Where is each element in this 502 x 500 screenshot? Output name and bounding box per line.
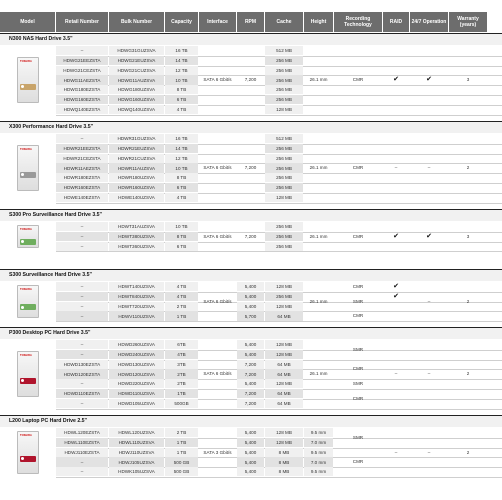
cache: 128 MB (265, 340, 303, 349)
drive-image (4, 340, 52, 409)
header-cell: 24/7 Operation (410, 12, 448, 32)
capacity: 6 TB (165, 183, 198, 192)
interface: SATA 6 Gbit/s (203, 233, 232, 239)
section-body (0, 222, 502, 251)
interface: SATA 6 Gbit/s (203, 298, 232, 304)
retail-number: – (56, 379, 108, 388)
retail-number: HDWL120EZSTA (56, 428, 108, 437)
retail-number: HDWD120EZSTA (56, 369, 108, 378)
warranty-years: 2 (466, 449, 470, 455)
recording-technology: CMR (352, 395, 364, 401)
retail-number: – (56, 46, 108, 55)
rpm: 7,200 (244, 165, 257, 171)
section-title: X300 Performance Hard Drive 3.5" (0, 121, 502, 133)
recording-technology: CMR (352, 77, 364, 83)
retail-number: HDWR21CEZSTA (56, 154, 108, 163)
rpm: 5,400 (237, 292, 264, 301)
retail-number: – (56, 340, 108, 349)
height: 9.5 mm (304, 467, 333, 476)
retail-number: – (56, 282, 108, 291)
bulk-number: HDWL110UZSVA (109, 438, 164, 447)
retail-number: HDWE140EZSTA (56, 193, 108, 202)
rpm: 5,400 (237, 467, 264, 476)
retail-number: HDWG180EZSTA (56, 85, 108, 94)
capacity: 1 TB (165, 438, 198, 447)
cache: 128 MB (265, 105, 303, 114)
hard-drive-icon (17, 145, 39, 191)
cache: 64 MB (265, 311, 303, 320)
retail-number: – (56, 232, 108, 241)
header-cell: Capacity (165, 12, 198, 32)
capacity: 12 TB (165, 154, 198, 163)
height: 26.1 mm (309, 233, 328, 239)
rpm: 5,400 (237, 282, 264, 291)
capacity: 14 TB (165, 56, 198, 65)
height: 26.1 mm (309, 371, 328, 377)
capacity: 2 TB (165, 428, 198, 437)
cache: 128 MB (265, 428, 303, 437)
capacity: 4TB (165, 350, 198, 359)
height: 9.5 mm (304, 428, 333, 437)
capacity: 1TB (165, 389, 198, 398)
retail-number: HDWG21CEZSTA (56, 66, 108, 75)
retail-number: HDWJ110EZSTA (56, 448, 108, 457)
table-header (0, 12, 502, 32)
header-cell: Bulk Number (109, 12, 164, 32)
bulk-number: HDWV110UZSVA (109, 311, 164, 320)
cache: 64 MB (265, 389, 303, 398)
bulk-number: HDWT720UZSVA (109, 302, 164, 311)
cache: 256 MB (265, 75, 303, 84)
cache: 256 MB (265, 242, 303, 251)
hard-drive-icon (17, 57, 39, 103)
product-section (0, 209, 502, 251)
cache: 8 MB (265, 457, 303, 466)
capacity: 10 TB (165, 75, 198, 84)
row-divider (56, 409, 502, 410)
capacity: 500 GB (165, 457, 198, 466)
rpm: 7,200 (237, 369, 264, 378)
product-section (0, 121, 502, 203)
raid-check-icon: ✔ (393, 282, 399, 290)
drive-image (4, 222, 52, 251)
cache: 64 MB (265, 369, 303, 378)
retail-number: HDWG11AEZSTA (56, 75, 108, 84)
recording-technology: SMR (352, 381, 364, 387)
bulk-number: HDWR21EUZSVA (109, 144, 164, 153)
recording-technology: SMR (352, 298, 364, 304)
bulk-number: HDWD220UZSVA (109, 379, 164, 388)
rpm: 5,400 (237, 448, 264, 457)
section-body (0, 282, 502, 321)
hard-drive-icon (17, 285, 39, 318)
cache: 512 MB (265, 46, 303, 55)
operation-24-7: ✔ (426, 232, 432, 240)
retail-number: HDWQ140EZSTA (56, 105, 108, 114)
warranty-years: 2 (466, 165, 470, 171)
brand-logo: TOSHIBA (20, 148, 32, 152)
cache: 128 MB (265, 438, 303, 447)
bulk-number: HDWT840UZSVA (109, 292, 164, 301)
cache: 128 MB (265, 379, 303, 388)
retail-number: HDWR21EEZSTA (56, 144, 108, 153)
section-body (0, 134, 502, 203)
product-section (0, 327, 502, 409)
bulk-number: HDWT360UZSVA (109, 242, 164, 251)
header-cell: Recording Technology (334, 12, 382, 32)
raid: ✔ (393, 232, 399, 240)
cache: 64 MB (265, 399, 303, 408)
recording-technology: SMR (352, 346, 364, 352)
capacity: 4 TB (165, 282, 198, 291)
capacity: 8 TB (165, 85, 198, 94)
retail-number: HDWG160EZSTA (56, 95, 108, 104)
bulk-number: HDWT140UZSVA (109, 282, 164, 291)
raid: – (394, 371, 398, 377)
retail-number: HDWR160EZSTA (56, 183, 108, 192)
height: 26.1 mm (309, 298, 328, 304)
cache: 256 MB (265, 95, 303, 104)
rpm: 5,400 (237, 340, 264, 349)
row-divider (56, 477, 502, 478)
hard-drive-icon (17, 351, 39, 397)
cache: 256 MB (265, 154, 303, 163)
capacity: 16 TB (165, 46, 198, 55)
warranty-years: 2 (466, 371, 470, 377)
recording-technology: CMR (352, 283, 364, 289)
capacity: 10 TB (165, 163, 198, 172)
brand-logo: TOSHIBA (20, 288, 32, 291)
hard-drive-icon (17, 431, 39, 474)
cache: 256 MB (265, 183, 303, 192)
bulk-number: HDWL120UZSVA (109, 428, 164, 437)
brand-logo: TOSHIBA (20, 228, 32, 231)
recording-technology: CMR (352, 165, 364, 171)
capacity: 4 TB (165, 105, 198, 114)
operation-24-7: ✔ (426, 76, 432, 84)
bulk-number: HDWG21CUZSVA (109, 66, 164, 75)
bulk-number: HDWD110UZSVA (109, 389, 164, 398)
operation-24-7: – (427, 165, 431, 171)
cache: 256 MB (265, 66, 303, 75)
recording-technology: SMR (352, 434, 364, 440)
section-title: L200 Laptop PC Hard Drive 2.5" (0, 415, 502, 427)
cache: 256 MB (265, 292, 303, 301)
rpm: 7,200 (244, 77, 257, 83)
section-title: P300 Desktop PC Hard Drive 3.5" (0, 327, 502, 339)
rpm: 7,200 (237, 389, 264, 398)
cache: 256 MB (265, 222, 303, 231)
rpm: 5,400 (237, 457, 264, 466)
section-title: S300 Surveillance Hard Drive 3.5" (0, 269, 502, 281)
capacity: 6 TB (165, 95, 198, 104)
bulk-number: HDWG11AUZSVA (109, 75, 164, 84)
retail-number: – (56, 222, 108, 231)
bulk-number: HDWG160UZSVA (109, 95, 164, 104)
brand-logo: TOSHIBA (20, 354, 32, 358)
header-cell: RAID (383, 12, 409, 32)
interface: SATA 3 Gbit/s (203, 449, 232, 455)
capacity: 1 TB (165, 448, 198, 457)
recording-technology: CMR (352, 459, 364, 465)
retail-number: HDWD110EZSTA (56, 389, 108, 398)
capacity: 500 GB (165, 467, 198, 476)
header-cell: RPM (237, 12, 264, 32)
capacity: 14 TB (165, 144, 198, 153)
rpm: 5,700 (237, 311, 264, 320)
capacity: 12 TB (165, 66, 198, 75)
cache: 256 MB (265, 144, 303, 153)
drive-image (4, 134, 52, 203)
retail-number: HDWR180EZSTA (56, 173, 108, 182)
bulk-number: HDWE140UZSVA (109, 193, 164, 202)
capacity: 8 TB (165, 173, 198, 182)
drive-image (4, 282, 52, 321)
rpm: 5,400 (237, 379, 264, 388)
operation-24-7: – (427, 449, 431, 455)
rpm: 7,200 (244, 233, 257, 239)
capacity: 4 TB (165, 193, 198, 202)
recording-technology: CMR (352, 313, 364, 319)
capacity: 6TB (165, 340, 198, 349)
rpm: 7,200 (237, 360, 264, 369)
bulk-number: HDWR180UZSVA (109, 173, 164, 182)
cache: 128 MB (265, 302, 303, 311)
bulk-number: HDWD260UZSVA (109, 340, 164, 349)
drive-image (4, 46, 52, 115)
cache: 512 MB (265, 134, 303, 143)
interface: SATA 6 Gbit/s (203, 371, 232, 377)
rpm: 5,400 (237, 428, 264, 437)
height: 26.1 mm (309, 165, 328, 171)
cache: 256 MB (265, 163, 303, 172)
bulk-number: HDWD120UZSVA (109, 369, 164, 378)
header-cell: Interface (199, 12, 236, 32)
header-cell: Warranty (years) (449, 12, 487, 32)
interface: SATA 6 Gbit/s (203, 77, 232, 83)
rpm: 7,200 (237, 399, 264, 408)
retail-number: HDWG21EEZSTA (56, 56, 108, 65)
raid: – (394, 449, 398, 455)
bulk-number: HDWT380UZSVA (109, 232, 164, 241)
retail-number: – (56, 467, 108, 476)
retail-number: – (56, 242, 108, 251)
cache: 256 MB (265, 232, 303, 241)
retail-number: – (56, 399, 108, 408)
interface: SATA 6 Gbit/s (203, 165, 232, 171)
bulk-number: HDWR31GUZSVA (109, 134, 164, 143)
bulk-number: HDWR21CUZSVA (109, 154, 164, 163)
capacity: 2 TB (165, 302, 198, 311)
bulk-number: HDWG21EUZSVA (109, 56, 164, 65)
rpm: 5,400 (237, 438, 264, 447)
product-section (0, 415, 502, 477)
raid: ✔ (393, 76, 399, 84)
bulk-number: HDWR160UZSVA (109, 183, 164, 192)
capacity: 4 TB (165, 292, 198, 301)
retail-number: – (56, 311, 108, 320)
retail-number: – (56, 302, 108, 311)
cache: 64 MB (265, 360, 303, 369)
rpm: 5,400 (237, 302, 264, 311)
drive-badge (21, 306, 24, 309)
rpm: 5,400 (237, 350, 264, 359)
hard-drive-icon (17, 225, 39, 248)
section-body (0, 46, 502, 115)
height: 26.1 mm (309, 77, 328, 83)
row-divider (56, 203, 502, 204)
capacity: 500GB (165, 399, 198, 408)
bulk-number: HDWD130UZSVA (109, 360, 164, 369)
brand-logo: TOSHIBA (20, 60, 32, 64)
bulk-number: HDWJ110UZSVA (109, 448, 164, 457)
capacity: 6 TB (165, 242, 198, 251)
retail-number: HDWR11AEZSTA (56, 163, 108, 172)
product-section (0, 33, 502, 115)
cache: 128 MB (265, 193, 303, 202)
bulk-number: HDWG31GUZSVA (109, 46, 164, 55)
raid-check-icon: ✔ (393, 292, 399, 300)
warranty-years: 3 (466, 77, 470, 83)
cache: 8 MB (265, 467, 303, 476)
height: 7.0 mm (304, 438, 333, 447)
capacity: 3TB (165, 360, 198, 369)
header-cell: Retail Number (56, 12, 108, 32)
operation-24-7: – (427, 298, 431, 304)
bulk-number: HDWT31AUZSVA (109, 222, 164, 231)
brand-logo: TOSHIBA (20, 434, 32, 437)
retail-number: HDWL110EZSTA (56, 438, 108, 447)
bulk-number: HDWG180UZSVA (109, 85, 164, 94)
bulk-number: HDWD240UZSVA (109, 350, 164, 359)
section-title: S300 Pro Surveillance Hard Drive 3.5" (0, 209, 502, 221)
retail-number: – (56, 134, 108, 143)
row-divider (56, 115, 502, 116)
retail-number: – (56, 350, 108, 359)
retail-number: – (56, 292, 108, 301)
header-cell: Model (0, 12, 55, 32)
capacity: 8 TB (165, 232, 198, 241)
bulk-number: HDWQ140UZSVA (109, 105, 164, 114)
cache: 256 MB (265, 173, 303, 182)
height: 7.0 mm (304, 457, 333, 466)
bulk-number: HDWJ105UZSVA (109, 457, 164, 466)
warranty-years: 3 (466, 233, 470, 239)
raid: – (394, 165, 398, 171)
section-title: N300 NAS Hard Drive 3.5" (0, 33, 502, 45)
capacity: 1 TB (165, 311, 198, 320)
cache: 8 MB (265, 448, 303, 457)
cache: 256 MB (265, 85, 303, 94)
warranty-years: 2 (466, 298, 470, 304)
recording-technology: CMR (352, 366, 364, 372)
drive-image (4, 428, 52, 477)
operation-24-7: – (427, 371, 431, 377)
height: 9.5 mm (304, 448, 333, 457)
section-body (0, 428, 502, 477)
section-body (0, 340, 502, 409)
capacity: 10 TB (165, 222, 198, 231)
bulk-number: HDWK105UZSVA (109, 467, 164, 476)
capacity: 2TB (165, 369, 198, 378)
capacity: 16 TB (165, 134, 198, 143)
recording-technology: CMR (352, 233, 364, 239)
retail-number: HDWD130EZSTA (56, 360, 108, 369)
row-divider (56, 251, 502, 252)
cache: 256 MB (265, 56, 303, 65)
bulk-number: HDWD105UZSVA (109, 399, 164, 408)
capacity: 2TB (165, 379, 198, 388)
row-divider (56, 321, 502, 322)
header-cell: Cache (265, 12, 303, 32)
product-section (0, 269, 502, 321)
bulk-number: HDWR11AUZSVA (109, 163, 164, 172)
cache: 128 MB (265, 282, 303, 291)
retail-number: – (56, 457, 108, 466)
header-cell: Height (304, 12, 333, 32)
cache: 128 MB (265, 350, 303, 359)
